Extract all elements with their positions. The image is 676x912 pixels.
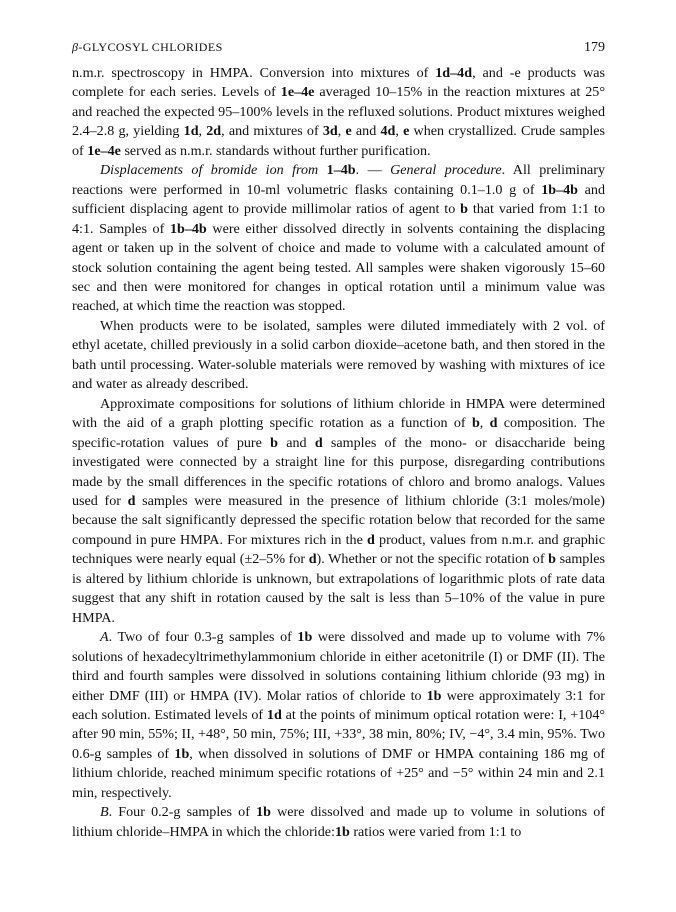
text-run: , and -e products was complete for each series. Levels of: [72, 65, 605, 101]
text-run: ,: [479, 415, 490, 432]
compound-label: b: [460, 201, 468, 218]
compound-label: d: [308, 551, 317, 568]
compound-label: 1b: [256, 804, 271, 821]
text-run: samples of the mono- or disaccharide being investigated were connected by a straight line for this purpose, disregarding contributions made by the small differences in the specific rotations of chloro and bromo analogs. Values used for: [72, 434, 605, 509]
compound-label: d: [314, 434, 323, 451]
text-run: when crystallized. Crude samples of: [72, 123, 605, 159]
text-run: samples is altered by lithium chloride is unknown, but extrapolations of logarithmic plots of rate data suggest that any shift in rotation caused by the salt is less than 5–10% of the value in pure HMPA.: [72, 551, 605, 626]
compound-label: 1b–4b: [169, 220, 207, 237]
compound-label: 1b–4b: [541, 181, 579, 198]
compound-label: 1–4b: [326, 162, 356, 179]
compound-label: 2d: [206, 123, 222, 140]
compound-label: e: [345, 123, 352, 140]
compound-label: 1b: [297, 629, 313, 646]
text-run: . —: [355, 162, 391, 179]
text-run: product, values from n.m.r. and graphic techniques were nearly equal (±2–5% for: [72, 531, 605, 568]
paragraph: [72, 803, 605, 842]
text-run: and sufficient displacing agent to provide millimolar ratios of agent to: [72, 181, 606, 218]
text-run: ,: [337, 123, 346, 140]
text-run: composition. The specific-rotation values of pure: [72, 415, 605, 451]
text-run: When products were to be isolated, samples were diluted immediately with 2 vol. of ethyl acetate, chilled previously in a solid carbon dioxide–acetone bath, and then stored in the bath until processing. Water-soluble materials were removed by washing with mixtures of ice and water as already described.: [72, 317, 605, 393]
compound-label: 4d: [380, 123, 396, 140]
text-run: samples were measured in the presence of lithium chloride (3:1 moles/mole) because the salt significantly depressed the specific rotation below that recorded for the same compound in pure HMPA. For mixtures rich in the: [72, 492, 605, 548]
text-run: , and mixtures of: [221, 123, 323, 140]
text-run: ratios were varied from 1:1 to: [349, 823, 522, 840]
text-run: were dissolved and made up to volume with 7% solutions of hexadecyltrimethylammonium chloride in either acetonitrile (I) or DMF (II). The third and fourth samples were dissolved in solutions containing lithium chloride (93 mg) in either DMF (III) or HMPA (IV). Molar ratios of chloride to: [72, 629, 605, 704]
paragraph: [72, 161, 605, 317]
compound-label: d: [489, 415, 498, 432]
compound-label: b: [471, 415, 480, 432]
paragraph: [72, 395, 605, 628]
compound-label: e: [403, 123, 410, 140]
page-number: 179: [584, 40, 605, 55]
compound-label: 1e–4e: [87, 142, 121, 159]
text-run: Approximate compositions for solutions of lithium chloride in HMPA were determined with the aid of a graph plotting specific rotation as a function of: [72, 395, 605, 432]
compound-label: d: [127, 492, 136, 509]
text-run: averaged 10–15% in the reaction mixtures at 25° and reached the expected 95–100% levels in the refluxed solutions. Product mixtures weighed 2.4–2.8 g, yielding: [72, 84, 605, 140]
text-run: at the points of minimum optical rotation were: I, +104° after 90 min, 55%; II, +48°, 50 min, 75%; III, +33°, 38 min, 80%; IV, −4°, 3.4 min, 95%. Two 0.6-g samples of: [72, 706, 605, 762]
running-head-title-text: -GLYCOSYL CHLORIDES: [78, 40, 223, 54]
compound-label: 1b: [334, 823, 350, 840]
text-run: and: [351, 123, 381, 140]
text-run: ). Whether or not the specific rotation of: [316, 551, 549, 568]
running-head-title-prefix: β: [72, 40, 79, 54]
compound-label: 1d: [266, 706, 282, 723]
paragraph: [72, 317, 605, 395]
text-run: ,: [395, 123, 404, 140]
text-run: that varied from 1:1 to 4:1. Samples of: [72, 201, 605, 237]
text-run: ,: [198, 123, 207, 140]
compound-label: 1d–4d: [435, 65, 473, 81]
paragraph: [72, 64, 605, 161]
italic-text: General procedure: [390, 162, 502, 179]
text-run: n.m.r. spectroscopy in HMPA. Conversion into mixtures of: [72, 65, 436, 81]
compound-label: b: [548, 551, 556, 568]
compound-label: b: [270, 434, 278, 451]
paragraph: [72, 628, 605, 803]
text-run: and: [277, 434, 315, 451]
text-run: , when dissolved in solutions of DMF or HMPA containing 186 mg of lithium chloride, reached minimum specific rotations of +25° and −5° within 24 min and 2.1 min, respectively.: [72, 745, 606, 801]
compound-label: 1e–4e: [280, 84, 315, 101]
compound-label: 1b: [174, 745, 190, 762]
text-run: . All preliminary reactions were performed in 10-ml volumetric flasks containing 0.1–1.0 g of: [72, 162, 605, 198]
text-run: were approximately 3:1 for each solution. Estimated levels of: [72, 687, 606, 723]
compound-label: 1d: [183, 123, 199, 140]
italic-text: A: [100, 629, 109, 646]
text-run: . Two of four 0.3-g samples of: [108, 629, 298, 646]
text-run: served as n.m.r. standards without further purification.: [120, 142, 431, 159]
italic-text: B: [100, 804, 109, 821]
running-head-title: [72, 40, 223, 55]
italic-text: Displacements of bromide ion from: [100, 162, 327, 179]
text-run: were either dissolved directly in solvents containing the displacing agent or taken up in the solvent of choice and made to volume with a calculated amount of stock solution containing the agent being tested. All samples were shaken vigorously 15–60 sec and then were monitored for changes in optical rotation until a minimum value was reached, at which time the reaction was stopped.: [72, 220, 606, 315]
body-text: [72, 64, 605, 842]
compound-label: 1b: [426, 687, 442, 704]
text-run: . Four 0.2-g samples of: [108, 804, 257, 821]
compound-label: d: [367, 531, 375, 548]
running-head: [72, 40, 605, 56]
compound-label: 3d: [322, 123, 338, 140]
text-run: were dissolved and made up to volume in solutions of lithium chloride–HMPA in which the chloride:: [72, 804, 605, 840]
